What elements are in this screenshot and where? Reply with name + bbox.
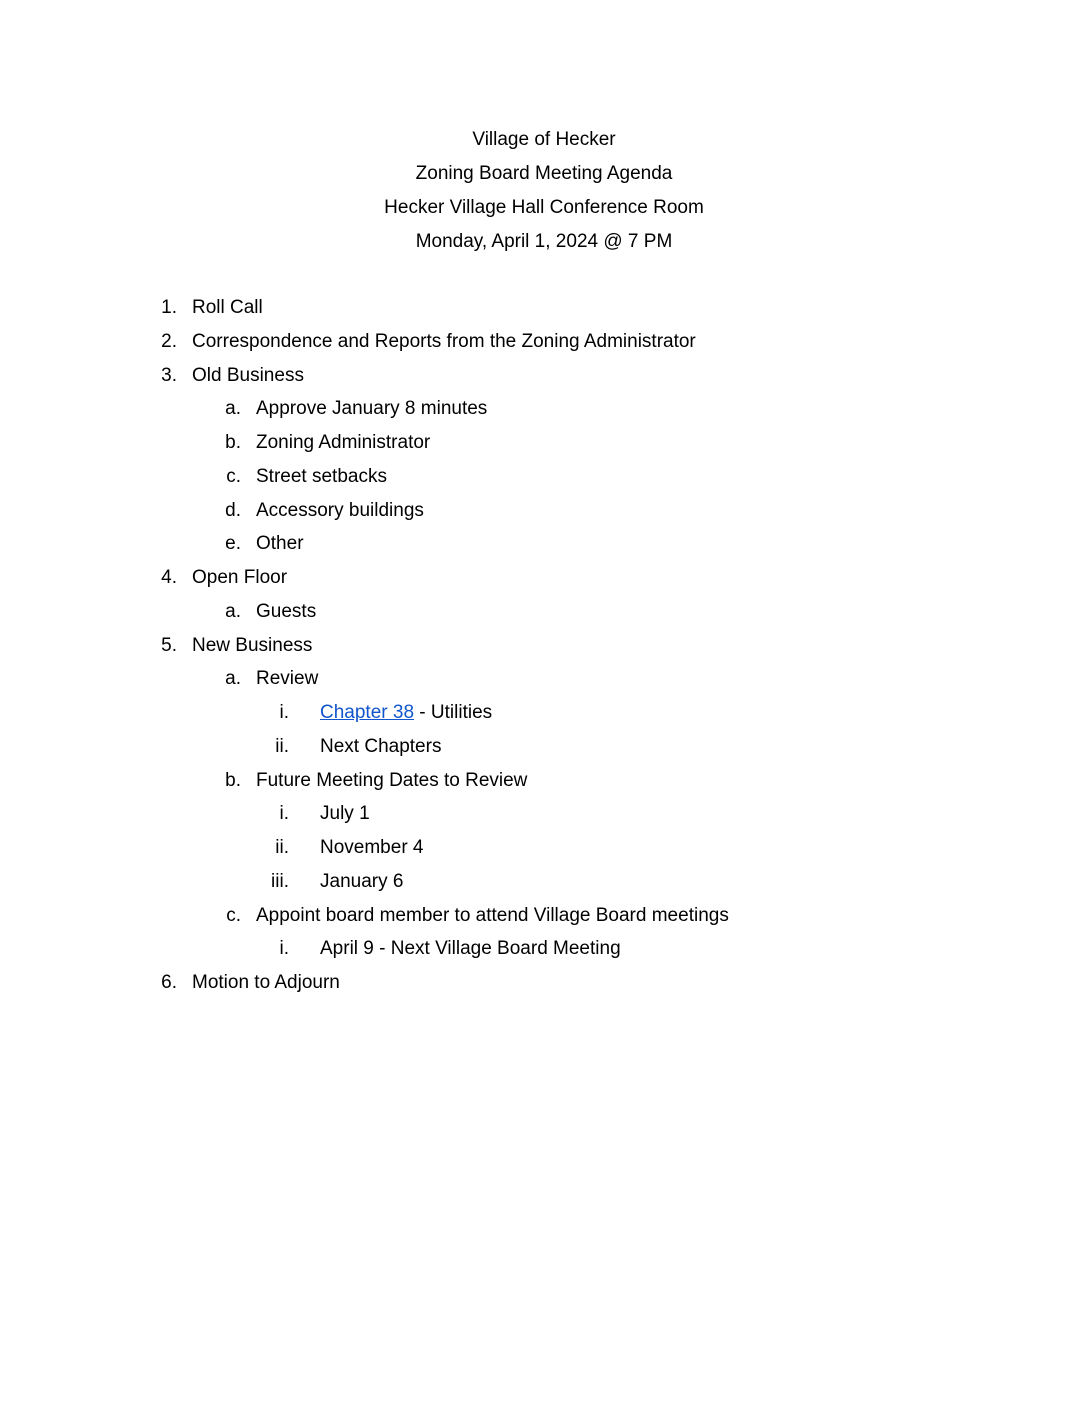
subitem-letter: a. [225, 398, 241, 420]
subitem-street-setbacks [0, 460, 1088, 494]
subitem-text: Accessory buildings [256, 499, 424, 521]
subsubitem-numeral: i. [279, 702, 289, 723]
subitem-letter: d. [225, 499, 241, 521]
subitem-letter: e. [225, 533, 241, 555]
subitem-text: Other [256, 533, 304, 555]
subsubitem-november-4 [0, 831, 1088, 865]
subitem-letter: c. [226, 465, 241, 487]
item-number: 5. [161, 634, 177, 656]
item-text: Old Business [192, 364, 304, 386]
subitem-review [0, 662, 1088, 696]
subsubitem-text: Next Chapters [320, 735, 442, 757]
subitem-future-meeting-dates [0, 764, 1088, 798]
chapter-38-link[interactable]: Chapter 38 [320, 702, 415, 723]
subitem-letter: a. [225, 600, 241, 622]
subitem-text: Guests [256, 600, 317, 622]
item-number: 4. [161, 567, 177, 588]
subsubitem-numeral: ii. [275, 837, 289, 858]
item-number: 3. [161, 364, 177, 386]
subsubitem-numeral: iii. [271, 870, 289, 892]
organization-name: Village of Hecker [472, 129, 616, 150]
meeting-location: Hecker Village Hall Conference Room [384, 197, 704, 218]
subsubitem-numeral: i. [279, 938, 289, 960]
document-title: Zoning Board Meeting Agenda [415, 163, 673, 184]
subitem-letter: c. [226, 904, 241, 926]
subitem-text: Future Meeting Dates to Review [256, 769, 528, 791]
agenda-item-roll-call [0, 291, 1088, 325]
agenda-item-new-business [0, 629, 1088, 663]
subitem-text: Approve January 8 minutes [256, 398, 488, 420]
subsubitem-text [320, 696, 492, 730]
subitem-other [0, 527, 1088, 561]
subitem-letter: b. [225, 769, 241, 791]
subsubitem-next-chapters [0, 730, 1088, 764]
subsubitem-july-1 [0, 797, 1088, 831]
agenda-item-open-floor [0, 561, 1088, 595]
subitem-zoning-administrator [0, 426, 1088, 460]
subitem-text: Zoning Administrator [256, 432, 431, 453]
item-text: Correspondence and Reports from the Zoning Administrator [192, 330, 696, 352]
agenda-item-old-business [0, 359, 1088, 393]
subsubitem-january-6 [0, 865, 1088, 899]
chapter-38-suffix: - Utilities [414, 702, 493, 723]
subsubitem-chapter-38 [0, 696, 1088, 730]
subitem-letter: b. [225, 432, 241, 453]
subsubitem-numeral: ii. [275, 735, 289, 757]
subsubitem-text: January 6 [320, 870, 404, 892]
subitem-approve-minutes [0, 392, 1088, 426]
agenda-list [0, 291, 1088, 1000]
subsubitem-april-9 [0, 932, 1088, 966]
subitem-letter: a. [225, 668, 241, 690]
subitem-text: Appoint board member to attend Village Board meetings [256, 904, 729, 926]
agenda-item-motion-to-adjourn [0, 966, 1088, 1000]
subitem-appoint-board-member [0, 899, 1088, 933]
subsubitem-text: July 1 [320, 803, 370, 825]
item-number: 6. [161, 972, 177, 993]
item-text: Open Floor [192, 567, 288, 588]
item-text: Roll Call [192, 297, 263, 318]
meeting-date-time: Monday, April 1, 2024 @ 7 PM [415, 231, 673, 252]
subsubitem-numeral: i. [279, 803, 289, 825]
subitem-accessory-buildings [0, 494, 1088, 528]
item-number: 1. [161, 297, 177, 318]
item-text: Motion to Adjourn [192, 972, 340, 993]
agenda-header [0, 123, 1088, 259]
subitem-guests [0, 595, 1088, 629]
agenda-item-correspondence [0, 325, 1088, 359]
item-text: New Business [192, 634, 313, 656]
subitem-text: Street setbacks [256, 465, 387, 487]
subsubitem-text: November 4 [320, 837, 424, 858]
subsubitem-text: April 9 - Next Village Board Meeting [320, 938, 621, 960]
subitem-text: Review [256, 668, 319, 690]
item-number: 2. [161, 330, 177, 352]
